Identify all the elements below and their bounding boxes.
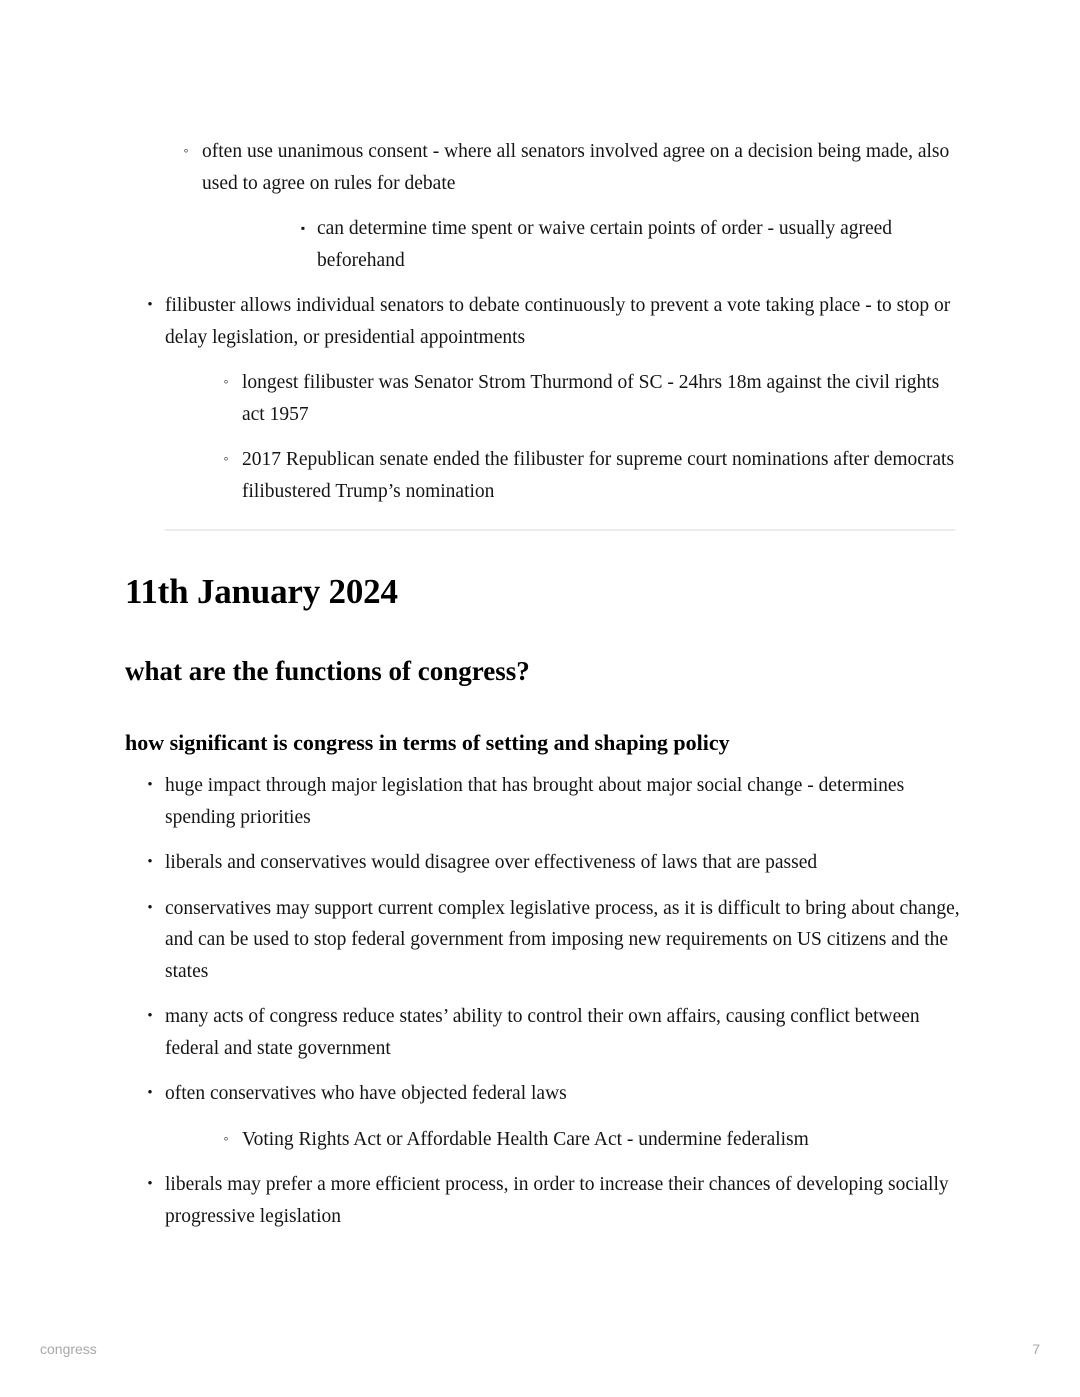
list-item: [125, 893, 960, 988]
list-item-text: filibuster allows individual senators to debate continuously to prevent a vote taking place - to stop or delay legislation, or presidential appointments: [165, 295, 951, 348]
circle-outline-icon: ◦: [223, 1131, 229, 1147]
nested-list: [165, 1124, 960, 1156]
list-item: [125, 847, 960, 879]
list-item: [165, 1124, 960, 1156]
list-item: [125, 770, 960, 833]
list-item: [125, 290, 960, 507]
filibuster-list: [125, 290, 960, 507]
nested-list: [165, 367, 960, 507]
significance-list: [125, 770, 960, 1232]
list-item: [125, 1078, 960, 1155]
list-item: [125, 136, 960, 276]
section-divider: [165, 529, 955, 531]
list-item-text: longest filibuster was Senator Strom Thurmond of SC - 24hrs 18m against the civil rights act 1957: [242, 372, 940, 425]
circle-outline-icon: ◦: [223, 375, 229, 390]
list-item-text: many acts of congress reduce states’ ability to control their own affairs, causing conflict between federal and state government: [165, 1006, 920, 1059]
circle-outline-icon: ◦: [223, 452, 229, 467]
disc-filled-icon: •: [147, 1085, 153, 1102]
list-item-text: conservatives may support current complex legislative process, as it is difficult to bring about change, and can be used to stop federal government from imposing new requirements on US citizens and the states: [165, 897, 960, 982]
page-content: [125, 122, 960, 1246]
disc-filled-icon: •: [147, 1176, 153, 1193]
list-item-text: often use unanimous consent - where all senators involved agree on a decision being made, also used to agree on rules for debate: [202, 141, 950, 194]
continuation-list-top: [125, 136, 960, 276]
list-item-text: 2017 Republican senate ended the filibuster for supreme court nominations after democrats filibustered Trump’s nomination: [242, 449, 955, 502]
page-footer: [40, 1341, 1040, 1357]
list-item: [165, 444, 960, 507]
list-item: [165, 367, 960, 430]
disc-filled-icon: •: [147, 1008, 153, 1025]
square-filled-icon: ▪: [300, 221, 306, 235]
list-item-text: often conservatives who have objected federal laws: [165, 1083, 567, 1105]
list-item-text: liberals and conservatives would disagree over effectiveness of laws that are passed: [165, 852, 818, 874]
footer-document-label: congress: [40, 1341, 97, 1357]
sub-heading: how significant is congress in terms of setting and shaping policy: [125, 729, 730, 755]
list-item-text: can determine time spent or waive certain points of order - usually agreed beforehand: [317, 218, 893, 271]
list-item: [125, 1169, 960, 1232]
page-number: 7: [1032, 1341, 1040, 1357]
disc-filled-icon: •: [147, 854, 153, 871]
nested-list: [202, 213, 960, 276]
page-title: 11th January 2024: [125, 572, 398, 611]
circle-outline-icon: ◦: [183, 144, 189, 159]
disc-filled-icon: •: [147, 297, 153, 313]
list-item: [202, 213, 960, 276]
list-item: [125, 1001, 960, 1064]
disc-filled-icon: •: [147, 777, 153, 794]
question-heading: what are the functions of congress?: [125, 656, 530, 686]
list-item-text: Voting Rights Act or Affordable Health Care Act - undermine federalism: [242, 1128, 809, 1150]
disc-filled-icon: •: [147, 899, 153, 916]
list-item-text: huge impact through major legislation that has brought about major social change - determines spending priorities: [165, 775, 905, 828]
list-item-text: liberals may prefer a more efficient process, in order to increase their chances of developing socially progressive legislation: [165, 1174, 949, 1227]
